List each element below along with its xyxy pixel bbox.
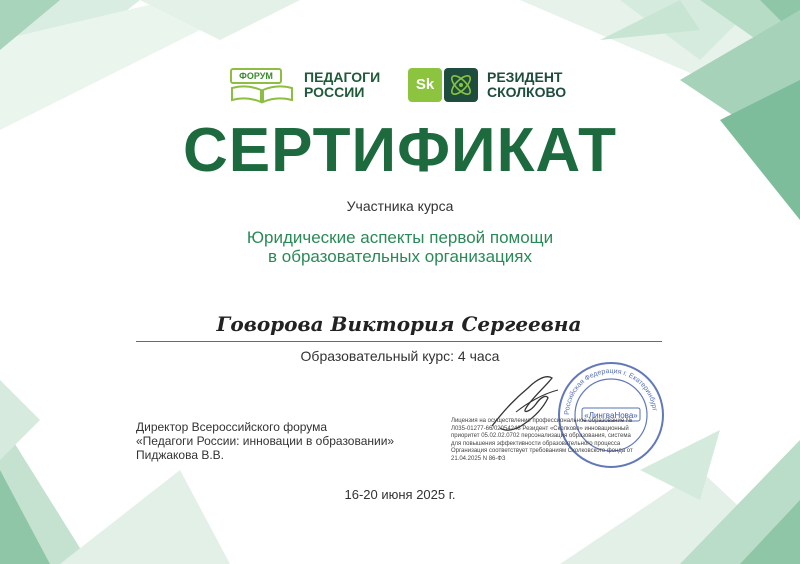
license-line2: Л035-01277-66/02054248 Резидент «Сколково» инновационный bbox=[451, 425, 629, 432]
director-line1: Директор Всероссийского форума bbox=[136, 420, 328, 434]
name-underline bbox=[136, 341, 662, 342]
license-line3: приоритет 05.02.02.0702 персонализация образования, система bbox=[451, 433, 631, 439]
course-name-line2: в образовательных организациях bbox=[268, 247, 532, 266]
director-block bbox=[136, 420, 394, 462]
skolkovo-title-line1: РЕЗИДЕНТ bbox=[487, 69, 563, 85]
course-date: 16-20 июня 2025 г. bbox=[344, 487, 456, 502]
atom-icon bbox=[444, 68, 478, 102]
director-line3: Пиджакова В.В. bbox=[136, 448, 225, 462]
forum-title-line2: РОССИИ bbox=[304, 84, 365, 100]
forum-logo bbox=[226, 66, 396, 106]
sk-badge: Sk bbox=[408, 68, 442, 102]
stamp-center-text: «ЛингвaНова» bbox=[584, 411, 638, 420]
forum-title bbox=[304, 70, 380, 100]
course-name bbox=[0, 228, 800, 266]
stamp-ring-text: Российская Федерация г. Екатеринбург bbox=[563, 367, 658, 416]
course-name-line1: Юридические аспекты первой помощи bbox=[246, 228, 554, 247]
skolkovo-logo bbox=[408, 66, 588, 106]
certificate-title: СЕРТИФИКАТ bbox=[183, 116, 617, 185]
license-line1: Лицензия на осуществление профессиональное образование № bbox=[451, 418, 633, 424]
logos-row bbox=[0, 66, 800, 106]
recipient-name: Говорова Виктория Сергеевна bbox=[216, 312, 582, 336]
license-line6: 21.04.2025 N 86-ФЗ bbox=[451, 455, 506, 462]
license-line5: Организация соответствует требованиям Сколковского фонда от bbox=[451, 448, 633, 454]
forum-badge: ФОРУМ bbox=[230, 68, 282, 84]
skolkovo-title bbox=[487, 70, 566, 100]
forum-title-line1: ПЕДАГОГИ bbox=[304, 69, 381, 85]
director-line2: «Педагоги России: инновации в образовании» bbox=[136, 434, 395, 448]
certificate-subtitle: Участника курса bbox=[346, 198, 454, 214]
license-text bbox=[451, 418, 661, 463]
skolkovo-title-line2: СКОЛКОВО bbox=[487, 84, 567, 100]
course-hours: Образовательный курс: 4 часа bbox=[300, 348, 500, 364]
book-icon bbox=[230, 84, 294, 104]
license-line4: для повышения эффективности образовательного процесса bbox=[451, 440, 621, 447]
